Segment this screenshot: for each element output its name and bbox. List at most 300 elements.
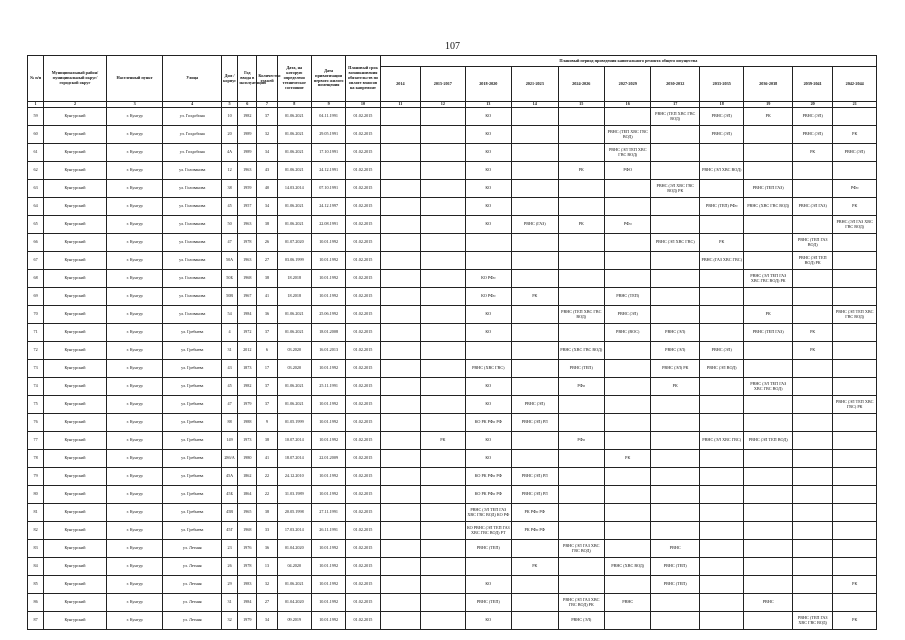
cell-no: 72 <box>28 342 44 360</box>
cell-work <box>512 432 558 450</box>
cell-work: РК <box>699 234 743 252</box>
cell-street: ул. Гребнева <box>163 342 222 360</box>
cell-district: Кунгурский <box>44 612 107 630</box>
cell-work <box>699 324 743 342</box>
cell-floors: 32 <box>257 126 277 144</box>
cell-deadline: 01.02.2015 <box>346 378 380 396</box>
cell-work <box>605 414 651 432</box>
cell-work: КО РК РФо РФ <box>465 468 511 486</box>
cell-work <box>792 216 832 234</box>
cell-settlement: г. Кунгур <box>106 558 163 576</box>
column-number: 16 <box>605 102 651 108</box>
cell-work <box>651 216 700 234</box>
cell-priv-date: 10.01.1992 <box>311 540 345 558</box>
table-row <box>28 198 877 216</box>
cell-work <box>792 432 832 450</box>
cell-work: РВНС (ЭЛ ТЕП ГАЗ ХВС ГВС ВОД) КО РФ <box>465 504 511 522</box>
cell-work: КО РК РФо РФ <box>465 486 511 504</box>
cell-work <box>651 396 700 414</box>
cell-year: 1963 <box>238 252 257 270</box>
table-row <box>28 144 877 162</box>
cell-work <box>605 378 651 396</box>
cell-work <box>792 288 832 306</box>
cell-no: 67 <box>28 252 44 270</box>
cell-work: РК <box>833 576 877 594</box>
cell-floors: 38 <box>257 432 277 450</box>
cell-work <box>512 270 558 288</box>
cell-work <box>380 126 420 144</box>
cell-no: 86 <box>28 594 44 612</box>
cell-work <box>833 594 877 612</box>
cell-district: Кунгурский <box>44 414 107 432</box>
cell-work <box>512 234 558 252</box>
cell-district: Кунгурский <box>44 504 107 522</box>
cell-priv-date: 10.01.1992 <box>311 432 345 450</box>
header-year-period: 2036-2038 <box>744 67 793 102</box>
cell-year: 1862 <box>238 468 257 486</box>
cell-year: 2012 <box>238 342 257 360</box>
cell-no: 61 <box>28 144 44 162</box>
cell-work <box>421 144 465 162</box>
cell-settlement: г. Кунгур <box>106 270 163 288</box>
cell-work <box>605 432 651 450</box>
cell-work <box>651 252 700 270</box>
cell-work <box>421 252 465 270</box>
cell-work <box>465 252 511 270</box>
cell-work: РК <box>833 612 877 630</box>
cell-work <box>651 288 700 306</box>
cell-work <box>558 198 604 216</box>
cell-work <box>380 198 420 216</box>
cell-settlement: г. Кунгур <box>106 234 163 252</box>
cell-work <box>605 576 651 594</box>
cell-work: РФо <box>605 216 651 234</box>
cell-work <box>651 468 700 486</box>
cell-district: Кунгурский <box>44 126 107 144</box>
cell-work <box>605 198 651 216</box>
cell-house: 45 <box>222 378 238 396</box>
cell-floors: 6 <box>257 342 277 360</box>
cell-district: Кунгурский <box>44 396 107 414</box>
cell-state-date: 01.06.2021 <box>277 306 311 324</box>
cell-no: 64 <box>28 198 44 216</box>
cell-no: 63 <box>28 180 44 198</box>
cell-street: ул. Летняя <box>163 540 222 558</box>
cell-work <box>380 414 420 432</box>
cell-work <box>605 252 651 270</box>
cell-work <box>699 216 743 234</box>
table-row <box>28 288 877 306</box>
cell-work <box>380 216 420 234</box>
cell-work: РК <box>651 378 700 396</box>
cell-district: Кунгурский <box>44 576 107 594</box>
cell-street: ул. Голдобина <box>163 108 222 126</box>
cell-work <box>744 450 793 468</box>
cell-no: 79 <box>28 468 44 486</box>
header-year-period: 2024-2026 <box>558 67 604 102</box>
cell-district: Кунгурский <box>44 360 107 378</box>
cell-work: РВНС (ЭЛ) <box>651 324 700 342</box>
column-number: 6 <box>238 102 257 108</box>
cell-year: 1984 <box>238 306 257 324</box>
cell-floors: 37 <box>257 396 277 414</box>
cell-work <box>512 198 558 216</box>
cell-state-date: 20.05.1998 <box>277 504 311 522</box>
cell-work <box>558 234 604 252</box>
cell-street: ул. Гребнева <box>163 450 222 468</box>
cell-priv-date: 27.11.1991 <box>311 504 345 522</box>
cell-work <box>558 252 604 270</box>
cell-no: 68 <box>28 270 44 288</box>
cell-work <box>651 522 700 540</box>
cell-work <box>699 306 743 324</box>
cell-house: 10 <box>222 108 238 126</box>
cell-work <box>699 396 743 414</box>
cell-work <box>558 450 604 468</box>
cell-work <box>699 486 743 504</box>
column-number: 8 <box>277 102 311 108</box>
cell-settlement: г. Кунгур <box>106 414 163 432</box>
cell-deadline: 01.02.2015 <box>346 342 380 360</box>
cell-deadline: 01.02.2015 <box>346 216 380 234</box>
cell-house: 20 <box>222 126 238 144</box>
cell-work <box>380 378 420 396</box>
header-year-period: 2015-2017 <box>421 67 465 102</box>
cell-floors: 41 <box>257 450 277 468</box>
cell-work <box>421 378 465 396</box>
cell-work <box>558 126 604 144</box>
cell-work <box>605 234 651 252</box>
cell-street: ул. Голдобина <box>163 126 222 144</box>
cell-district: Кунгурский <box>44 486 107 504</box>
header-year-period: 2039-2041 <box>792 67 832 102</box>
cell-street: ул. Гребнева <box>163 324 222 342</box>
cell-settlement: г. Кунгур <box>106 216 163 234</box>
cell-deadline: 01.02.2015 <box>346 270 380 288</box>
cell-priv-date: 10.01.1992 <box>311 234 345 252</box>
cell-priv-date: 26.11.1991 <box>311 522 345 540</box>
cell-work <box>792 450 832 468</box>
cell-floors: 40 <box>257 180 277 198</box>
table-row <box>28 252 877 270</box>
cell-work: РВНС (ТЕП ХВС ГВС ВОД) <box>605 126 651 144</box>
cell-work <box>421 108 465 126</box>
cell-house: 32 <box>222 612 238 630</box>
cell-floors: 37 <box>257 378 277 396</box>
cell-work <box>380 162 420 180</box>
cell-work <box>558 414 604 432</box>
cell-work <box>421 306 465 324</box>
cell-settlement: г. Кунгур <box>106 252 163 270</box>
table-row <box>28 396 877 414</box>
cell-work <box>512 450 558 468</box>
cell-work <box>792 180 832 198</box>
cell-work <box>833 162 877 180</box>
cell-work: РВНС (ЭЛ) <box>792 108 832 126</box>
cell-floors: 34 <box>257 198 277 216</box>
cell-work <box>605 342 651 360</box>
cell-work <box>605 540 651 558</box>
cell-settlement: г. Кунгур <box>106 108 163 126</box>
cell-deadline: 01.02.2015 <box>346 450 380 468</box>
cell-work <box>421 180 465 198</box>
cell-work <box>744 288 793 306</box>
cell-house: 45 <box>222 198 238 216</box>
cell-no: 70 <box>28 306 44 324</box>
cell-work <box>558 468 604 486</box>
cell-house: 50 <box>222 216 238 234</box>
cell-work <box>421 162 465 180</box>
cell-floors: 9 <box>257 414 277 432</box>
column-number: 4 <box>163 102 222 108</box>
header-year-period: 2030-2032 <box>651 67 700 102</box>
table-row <box>28 450 877 468</box>
cell-floors: 34 <box>257 612 277 630</box>
cell-work <box>699 414 743 432</box>
cell-work <box>792 504 832 522</box>
cell-work: РК <box>792 324 832 342</box>
table-row <box>28 612 877 630</box>
cell-work <box>651 306 700 324</box>
cell-work: РВНС (ЭЛ) <box>699 108 743 126</box>
cell-work: РВНС (ТЕП ГАЗ ХВС ГВС ВОД) <box>792 612 832 630</box>
cell-district: Кунгурский <box>44 234 107 252</box>
column-number: 19 <box>744 102 793 108</box>
column-number: 7 <box>257 102 277 108</box>
cell-work: РВНС (ЭЛ) РЛ <box>512 468 558 486</box>
cell-work <box>699 288 743 306</box>
cell-work <box>744 234 793 252</box>
cell-house: 149 <box>222 432 238 450</box>
cell-state-date: 14.03.2014 <box>277 180 311 198</box>
cell-work: РВНС (ЭЛ ХВС ГВС ВОД) РК <box>651 180 700 198</box>
cell-street: ул. Голованова <box>163 252 222 270</box>
cell-work: РВНС (ХВС ГВС) <box>465 360 511 378</box>
cell-work: РВНС <box>605 594 651 612</box>
cell-work <box>699 504 743 522</box>
cell-deadline: 01.02.2015 <box>346 126 380 144</box>
cell-house: 47 <box>222 396 238 414</box>
cell-priv-date: 10.01.1992 <box>311 414 345 432</box>
cell-work: РВНС (ЭЛ) <box>558 612 604 630</box>
cell-work <box>744 126 793 144</box>
cell-work <box>833 522 877 540</box>
header-floors: Количество этажей <box>257 56 277 102</box>
cell-work <box>792 270 832 288</box>
cell-work <box>651 162 700 180</box>
cell-street: ул. Голованова <box>163 198 222 216</box>
cell-work: РК <box>558 216 604 234</box>
cell-work: РК <box>512 558 558 576</box>
cell-work <box>512 108 558 126</box>
cell-year: 1979 <box>238 612 257 630</box>
cell-priv-date: 25.11.1991 <box>311 378 345 396</box>
cell-deadline: 01.02.2015 <box>346 522 380 540</box>
cell-work <box>833 414 877 432</box>
cell-work <box>421 576 465 594</box>
cell-work: КО <box>465 162 511 180</box>
cell-work <box>744 576 793 594</box>
cell-work <box>651 612 700 630</box>
header-house: Дом / корпус <box>222 56 238 102</box>
cell-work <box>380 450 420 468</box>
cell-work <box>380 306 420 324</box>
cell-no: 62 <box>28 162 44 180</box>
cell-work <box>699 270 743 288</box>
cell-work: КО <box>465 396 511 414</box>
cell-work: РВНС (ЭЛ) <box>512 396 558 414</box>
cell-state-date: 01.06.2021 <box>277 378 311 396</box>
cell-street: ул. Голованова <box>163 306 222 324</box>
cell-deadline: 01.02.2015 <box>346 252 380 270</box>
cell-house: 45Б <box>222 486 238 504</box>
cell-work <box>421 486 465 504</box>
cell-work <box>558 180 604 198</box>
cell-work <box>833 450 877 468</box>
cell-work: КО <box>465 198 511 216</box>
cell-work <box>833 360 877 378</box>
cell-work <box>833 270 877 288</box>
cell-street: ул. Летняя <box>163 594 222 612</box>
cell-floors: 34 <box>257 144 277 162</box>
cell-work: РВНС (ЭЛ) РК <box>651 360 700 378</box>
table-row <box>28 432 877 450</box>
cell-floors: 26 <box>257 234 277 252</box>
cell-work <box>421 414 465 432</box>
cell-house: 4 <box>222 324 238 342</box>
cell-work <box>512 144 558 162</box>
cell-floors: 17 <box>257 360 277 378</box>
cell-year: 1972 <box>238 324 257 342</box>
cell-year: 1989 <box>238 126 257 144</box>
cell-work <box>558 324 604 342</box>
cell-state-date: 01.06.2021 <box>277 396 311 414</box>
cell-work: КО <box>465 324 511 342</box>
cell-work <box>605 468 651 486</box>
cell-year: 1968 <box>238 522 257 540</box>
cell-year: 1983 <box>238 576 257 594</box>
cell-work <box>744 486 793 504</box>
cell-district: Кунгурский <box>44 558 107 576</box>
cell-work <box>744 558 793 576</box>
cell-no: 65 <box>28 216 44 234</box>
cell-work <box>380 342 420 360</box>
cell-work <box>792 162 832 180</box>
cell-work <box>512 594 558 612</box>
cell-work: РВНС (ТЕП) <box>605 288 651 306</box>
cell-priv-date: 18.01.2008 <box>311 324 345 342</box>
cell-work: РВНС (ГАЗ ХВС ГВС) <box>699 252 743 270</box>
cell-work: РВНС (ХВС ГВС ВОД) <box>744 198 793 216</box>
cell-work <box>558 108 604 126</box>
cell-settlement: г. Кунгур <box>106 450 163 468</box>
cell-state-date: 01.06.2021 <box>277 126 311 144</box>
cell-work <box>833 504 877 522</box>
cell-floors: 36 <box>257 306 277 324</box>
cell-settlement: г. Кунгур <box>106 126 163 144</box>
cell-work <box>421 288 465 306</box>
cell-work: РВНС (ЭЛ ХВС ГВС) <box>699 432 743 450</box>
cell-no: 74 <box>28 378 44 396</box>
cell-work: РВНС (ЭЛ ТЕП ХВС ГВС ВОД) <box>605 144 651 162</box>
cell-work <box>380 396 420 414</box>
cell-state-date: 04.2020 <box>277 558 311 576</box>
table-row <box>28 216 877 234</box>
cell-work: РВНС (ЭЛ ТЕП ХВС ГВС ВОД) <box>833 306 877 324</box>
cell-work <box>421 612 465 630</box>
cell-work <box>651 270 700 288</box>
cell-settlement: г. Кунгур <box>106 540 163 558</box>
cell-house: 31 <box>222 594 238 612</box>
cell-floors: 33 <box>257 522 277 540</box>
cell-floors: 43 <box>257 162 277 180</box>
cell-state-date: 01.05.1999 <box>277 414 311 432</box>
cell-work <box>512 360 558 378</box>
cell-settlement: г. Кунгур <box>106 594 163 612</box>
cell-work <box>558 396 604 414</box>
cell-state-date: 24.12.2010 <box>277 468 311 486</box>
cell-work <box>699 576 743 594</box>
capital-repair-table <box>27 55 877 630</box>
cell-work <box>380 612 420 630</box>
cell-settlement: г. Кунгур <box>106 612 163 630</box>
cell-work <box>699 450 743 468</box>
column-number: 18 <box>699 102 743 108</box>
cell-work <box>558 504 604 522</box>
cell-work <box>744 504 793 522</box>
cell-priv-date: 10.01.1992 <box>311 594 345 612</box>
cell-floors: 37 <box>257 108 277 126</box>
cell-street: ул. Гребнева <box>163 522 222 540</box>
cell-work: РВНС (ЭЛ) <box>833 144 877 162</box>
cell-priv-date: 10.01.1992 <box>311 270 345 288</box>
cell-work: РК <box>512 288 558 306</box>
cell-house: 23 <box>222 540 238 558</box>
cell-work: КО <box>465 108 511 126</box>
column-number: 5 <box>222 102 238 108</box>
cell-floors: 41 <box>257 288 277 306</box>
header-state-date: Дата, на которую определено техническое состояние <box>277 56 311 102</box>
cell-work <box>380 108 420 126</box>
cell-year: 1979 <box>238 396 257 414</box>
cell-work: РВНС (ЭЛ ГАЗ) <box>792 198 832 216</box>
cell-work <box>421 396 465 414</box>
cell-state-date: 01.06.2021 <box>277 216 311 234</box>
header-year-period: 2042-2044 <box>833 67 877 102</box>
cell-street: ул. Гребнева <box>163 414 222 432</box>
cell-work: РВНС (ТЕП ГАЗ) <box>744 180 793 198</box>
cell-work <box>380 144 420 162</box>
cell-street: ул. Гребнева <box>163 378 222 396</box>
cell-work: КО <box>465 180 511 198</box>
cell-work <box>833 468 877 486</box>
cell-settlement: г. Кунгур <box>106 468 163 486</box>
cell-work <box>512 576 558 594</box>
cell-street: ул. Гребнева <box>163 432 222 450</box>
column-number: 17 <box>651 102 700 108</box>
cell-no: 69 <box>28 288 44 306</box>
cell-street: ул. Голдобина <box>163 144 222 162</box>
cell-year: 1959 <box>238 180 257 198</box>
column-number: 10 <box>346 102 380 108</box>
cell-state-date: 01.06.2021 <box>277 324 311 342</box>
cell-no: 83 <box>28 540 44 558</box>
cell-priv-date: 10.01.1992 <box>311 396 345 414</box>
cell-work <box>699 594 743 612</box>
cell-work <box>651 450 700 468</box>
cell-work <box>605 108 651 126</box>
cell-work: РК <box>792 144 832 162</box>
